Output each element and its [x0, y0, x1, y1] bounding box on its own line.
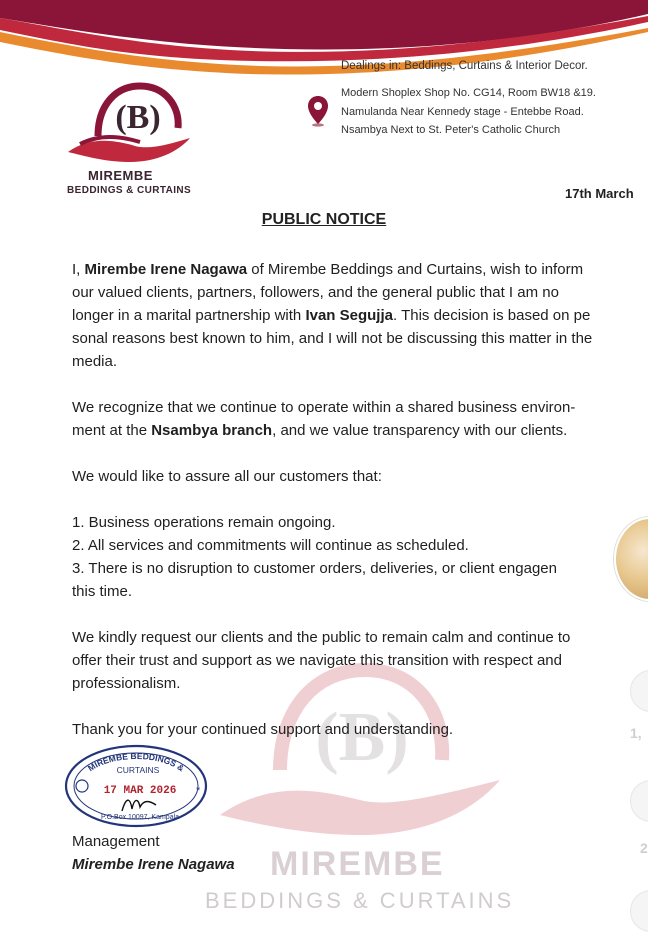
company-stamp — [64, 743, 218, 829]
like-count: 1, — [630, 725, 642, 741]
body-line: sonal reasons best known to him, and I will not be discussing this matter in the — [72, 330, 593, 347]
stamp-mid-text: CURTAINS — [116, 765, 160, 775]
comment-icon[interactable] — [630, 780, 648, 822]
svg-text:(B): (B) — [115, 99, 161, 136]
address-line-2: Namulanda Near Kennedy stage - Entebbe Road. — [341, 106, 584, 118]
stamp-bottom-text: P.O.Box 10097, Kampala — [100, 814, 180, 821]
branch-name: Nsambya branch — [151, 422, 273, 439]
location-pin-icon — [307, 95, 329, 127]
stamp-top-text: MIREMBE BEDDINGS & — [85, 750, 187, 774]
body-line: We recognize that we continue to operate within a shared business environ- — [72, 399, 576, 416]
partner-name: Ivan Segujja — [305, 307, 393, 324]
thanks-line: Thank you for your continued support and understanding. — [72, 721, 454, 738]
body-line: our valued clients, partners, followers, and the general public that I am no — [72, 284, 559, 301]
share-icon[interactable] — [630, 890, 648, 932]
signoff-role: Management — [72, 833, 160, 850]
stamp-date: 17 MAR 2026 — [103, 785, 177, 797]
notice-title: PUBLIC NOTICE — [261, 211, 387, 228]
notice-body — [72, 258, 648, 741]
body-line: We kindly request our clients and the public to remain calm and continue to — [72, 629, 571, 646]
watermark-name: MIREMBE — [270, 845, 445, 883]
svg-text:(B): (B) — [315, 699, 409, 776]
watermark-subtitle: BEDDINGS & CURTAINS — [205, 888, 515, 913]
brand-name: MIREMBE — [88, 168, 153, 183]
address-line-1: Modern Shoplex Shop No. CG14, Room BW18 &19. — [341, 87, 596, 99]
notice-date: 17th March — [565, 186, 634, 201]
list-item: 3. There is no disruption to customer orders, deliveries, or client engagen — [72, 560, 557, 577]
body-line: ment at the Nsambya branch, and we value transparency with our clients. — [72, 422, 568, 439]
body-line: We would like to assure all our customers that: — [72, 468, 382, 485]
body-line: media. — [72, 353, 118, 370]
dealings-line: Dealings in: Beddings, Curtains & Interior Decor. — [341, 60, 588, 72]
list-item: 1. Business operations remain ongoing. — [72, 514, 336, 531]
brand-subtitle: BEDDINGS & CURTAINS — [67, 185, 192, 196]
body-line: offer their trust and support as we navigate this transition with respect and — [72, 652, 562, 669]
svg-text:*: * — [196, 785, 201, 797]
address-line-3: Nsambya Next to St. Peter's Catholic Church — [341, 124, 561, 136]
sender-name: Mirembe Irene Nagawa — [84, 261, 248, 278]
signoff-name: Mirembe Irene Nagawa — [72, 856, 235, 873]
list-item: this time. — [72, 583, 133, 600]
body-line: I, Mirembe Irene Nagawa of Mirembe Beddings and Curtains, wish to inform — [72, 261, 584, 278]
list-item: 2. All services and commitments will continue as scheduled. — [72, 537, 469, 554]
comment-count: 2 — [640, 840, 648, 856]
body-line: professionalism. — [72, 675, 181, 692]
body-line: longer in a marital partnership with Ivan Segujja. This decision is based on pe — [72, 307, 591, 324]
